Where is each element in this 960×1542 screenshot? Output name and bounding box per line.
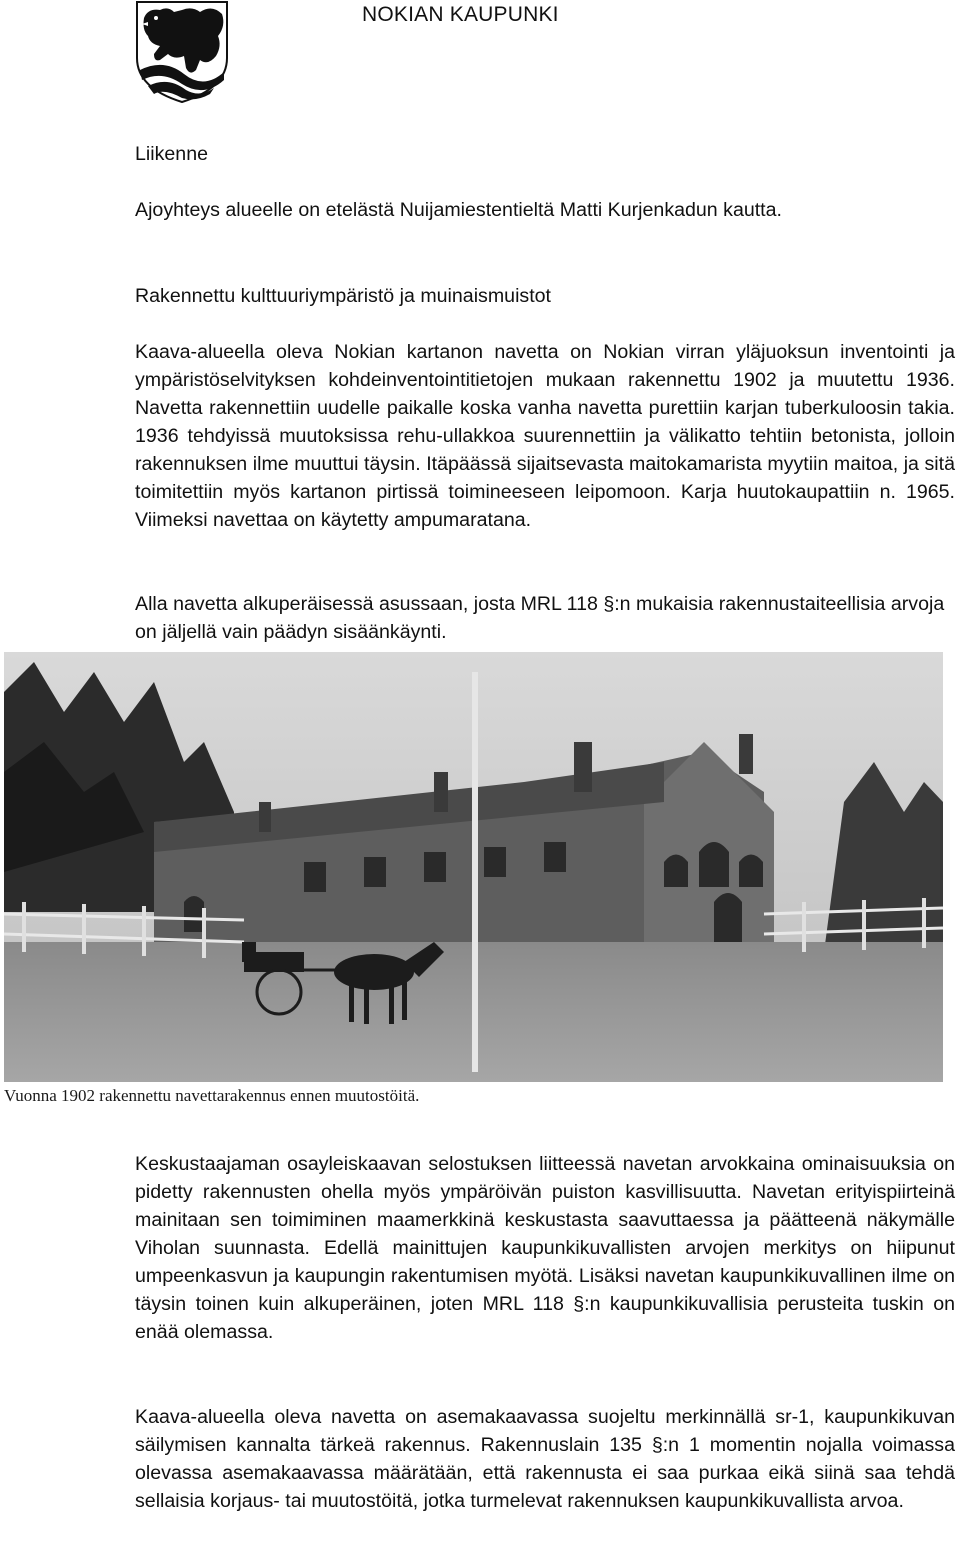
- paragraph-kaava: Kaava-alueella oleva navetta on asemakaavassa suojeltu merkinnällä sr-1, kaupunkikuvan säilymisen kannalta tärkeä rakennus. Rakennuslain 135 §:n 1 momentin nojalla voimassa olevassa asemakaavassa määrätään, että rakennusta ei saa purkaa eikä siinä saa tehdä sellaisia korjaus- tai muutostöitä, jotka turmelevat rakennuksen kaupunkikuvallista arvoa.: [135, 1406, 955, 1512]
- page-header-title: NOKIAN KAUPUNKI: [362, 3, 559, 26]
- photo-caption: Vuonna 1902 rakennettu navettarakennus ennen muutostöitä.: [4, 1086, 420, 1105]
- paragraph-alla: Alla navetta alkuperäisessä asussaan, josta MRL 118 §:n mukaisia rakennustaiteellisia arvoja on jäljellä vain päädyn sisäänkäynti.: [135, 593, 945, 643]
- section-heading-rakennettu: Rakennettu kulttuuriympäristö ja muinaismuistot: [135, 285, 552, 307]
- historic-barn-photo: [4, 652, 943, 1082]
- paragraph-keskusta: Keskustaajaman osayleiskaavan selostuksen liitteessä navetan arvokkaina ominaisuuksia on pidetty rakennusten ohella myös ympäröivän puiston kasvillisuutta. Navetan erityispiirteinä mainitaan sen toimiminen maamerkkinä keskustasta saavuttaessa ja päätteenä näkymälle Viholan suunnasta. Edellä mainittujen kaupunkikuvallisten arvojen merkitys on hiipunut umpeenkasvun ja kaupungin rakentumisen myötä. Lisäksi navetan kaupunkikuvallinen ilme on täysin toinen kuin alkuperäinen, joten MRL 118 §:n kaupunkikuvallisia perusteita tuskin on enää olemassa.: [135, 1153, 955, 1343]
- section-heading-liikenne: Liikenne: [135, 143, 208, 165]
- coat-of-arms-icon: [134, 0, 230, 104]
- paragraph-rakennettu: Kaava-alueella oleva Nokian kartanon navetta on Nokian virran yläjuoksun inventointi ja ympäristöselvityksen kohdeinventointitietojen mukaan rakennettu 1902 ja muutettu 1936. Navetta rakennettiin uudelle paikalle koska vanha navetta purettiin karjan tuberkuloosin takia. 1936 tehdyissä muutoksissa rehu-ullakkoa suurennettiin ja välikatto tehtiin betonista, jolloin rakennuksen ilme muuttui täysin. Itäpäässä sijaitsevasta maitokamarista myytiin maitoa, ja sitä toimitettiin myös kartanon pirtissä toimineeseen leipomoon. Karja huutokaupattiin n. 1965. Viimeksi navettaa on käytetty ampumaratana.: [135, 341, 955, 531]
- paragraph-liikenne: Ajoyhteys alueelle on etelästä Nuijamiestentieltä Matti Kurjenkadun kautta.: [135, 199, 782, 221]
